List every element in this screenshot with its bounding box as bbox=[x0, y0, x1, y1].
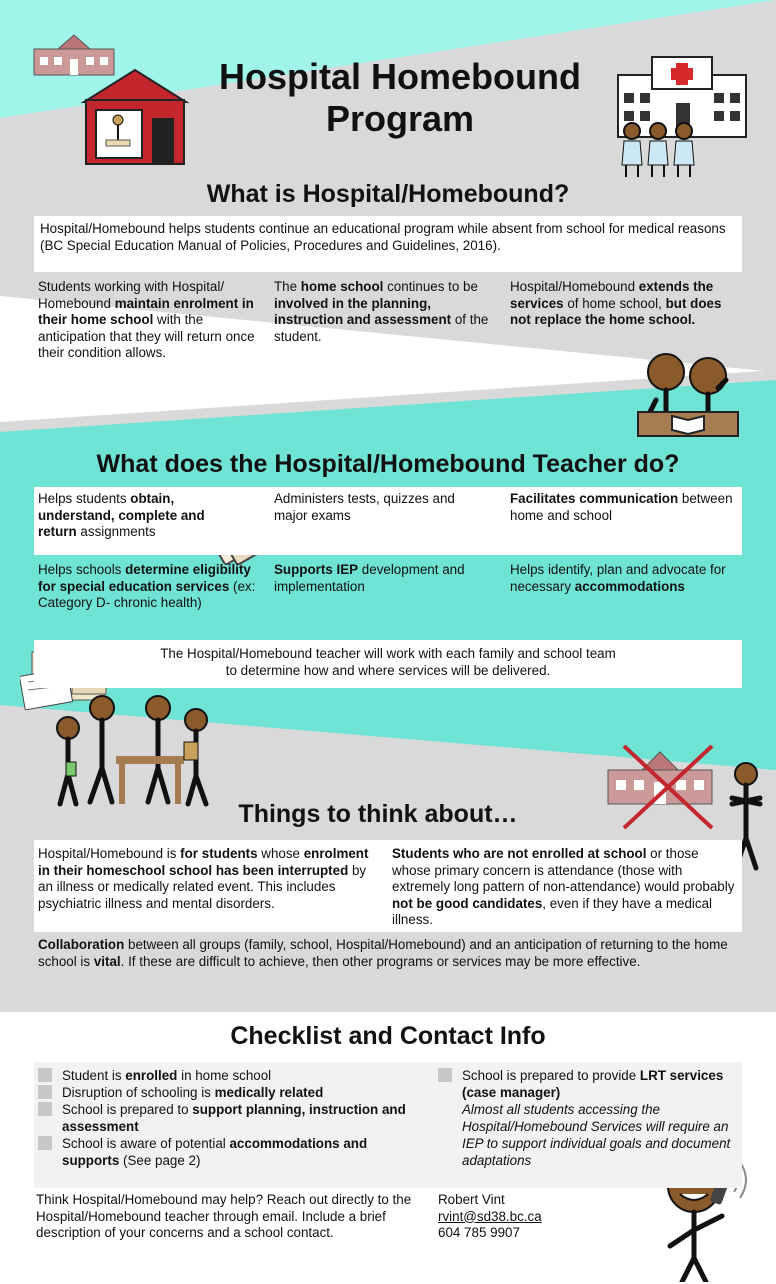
teacher-r1c1: Helps students obtain, understand, complete and return assignments bbox=[38, 491, 205, 539]
page-title: Hospital Homebound Program bbox=[219, 56, 581, 139]
team-meeting-icon bbox=[50, 692, 220, 810]
teacher-r2c2: Supports IEP development and implementation bbox=[274, 562, 465, 594]
teacher-r2c1: Helps schools determine eligibility for special education services (ex: Category D- chronic health) bbox=[38, 562, 256, 610]
checkbox-icon[interactable] bbox=[438, 1068, 452, 1082]
intro-box bbox=[34, 216, 742, 272]
what-is-col-2: The home school continues to be involved in the planning, instruction and assessment of the student. bbox=[274, 279, 489, 344]
what-is-col-3: Hospital/Homebound extends the services of home school, but does not replace the home school. bbox=[510, 279, 722, 327]
what-is-col-1: Students working with Hospital/ Homebound maintain enrolment in their home school with the anticipation that they will return once their condition allows. bbox=[38, 279, 255, 360]
teacher-r1c3: Facilitates communication between home and school bbox=[510, 491, 733, 523]
checklist-item-lrt-label: School is prepared to provide LRT services (case manager) bbox=[462, 1068, 724, 1100]
section-heading-what-is: What is Hospital/Homebound? bbox=[206, 180, 570, 208]
checklist-item-label: School is aware of potential accommodations and supports (See page 2) bbox=[62, 1136, 368, 1168]
contact-email-link[interactable]: rvint@sd38.bc.ca bbox=[438, 1208, 542, 1224]
checklist-item[interactable] bbox=[38, 1101, 408, 1135]
checkbox-icon[interactable] bbox=[38, 1136, 52, 1150]
teacher-note-line-2: to determine how and where services will be delivered. bbox=[225, 662, 551, 678]
contact-info bbox=[438, 1192, 618, 1242]
teacher-r2c3: Helps identify, plan and advocate for necessary accommodations bbox=[510, 562, 726, 594]
teacher-r1c2: Administers tests, quizzes and major exams bbox=[274, 491, 455, 523]
checklist-item-label: Student is enrolled in home school bbox=[62, 1068, 272, 1083]
checklist-item-lrt-note: Almost all students accessing the Hospital/Homebound Services will require an IEP to support individual goals and document adaptations bbox=[462, 1102, 731, 1168]
section-heading-teacher: What does the Hospital/Homebound Teacher do? bbox=[96, 450, 680, 478]
things-bottom: Collaboration between all groups (family, school, Hospital/Homebound) and an anticipation of returning to the home school is vital. If these are difficult to achieve, then other programs or services may be more effective. bbox=[38, 937, 728, 969]
contact-text: Think Hospital/Homebound may help? Reach out directly to the Hospital/Homebound teacher through email. Include a brief description of your concerns and a school contact. bbox=[36, 1192, 412, 1240]
checklist-item[interactable] bbox=[38, 1135, 408, 1169]
section-heading-things: Things to think about… bbox=[238, 800, 518, 828]
checklist-item-label: Disruption of schooling is medically related bbox=[62, 1085, 324, 1100]
teacher-note bbox=[34, 646, 742, 679]
checklist-item[interactable] bbox=[38, 1067, 408, 1084]
checklist-item-label: School is prepared to support planning, instruction and assessment bbox=[62, 1102, 406, 1134]
section-heading-checklist: Checklist and Contact Info bbox=[230, 1022, 546, 1050]
contact-name: Robert Vint bbox=[438, 1192, 505, 1207]
contact-phone: 604 785 9907 bbox=[438, 1225, 520, 1240]
intro-text: Hospital/Homebound helps students continue an educational program while absent from school for medical reasons (BC Special Education Manual of Policies, Procedures and Guidelines, 2016). bbox=[40, 221, 726, 253]
students-reading-icon bbox=[636, 350, 741, 440]
checkbox-icon[interactable] bbox=[38, 1102, 52, 1116]
checklist-item-lrt[interactable] bbox=[438, 1067, 734, 1169]
checkbox-icon[interactable] bbox=[38, 1068, 52, 1082]
checklist-item[interactable] bbox=[38, 1084, 408, 1101]
checkbox-icon[interactable] bbox=[38, 1085, 52, 1099]
teacher-note-line-1: The Hospital/Homebound teacher will work with each family and school team bbox=[160, 646, 616, 661]
things-left: Hospital/Homebound is for students whose enrolment in their homeschool school has been interrupted by an illness or medically related event. This includes psychiatric illness and mental disorders. bbox=[38, 846, 369, 911]
things-right: Students who are not enrolled at school or those whose primary concern is attendance (those with extremely long pattern of non-attendance) would probably not be good candidates, even if they have a medical illness. bbox=[392, 846, 735, 927]
